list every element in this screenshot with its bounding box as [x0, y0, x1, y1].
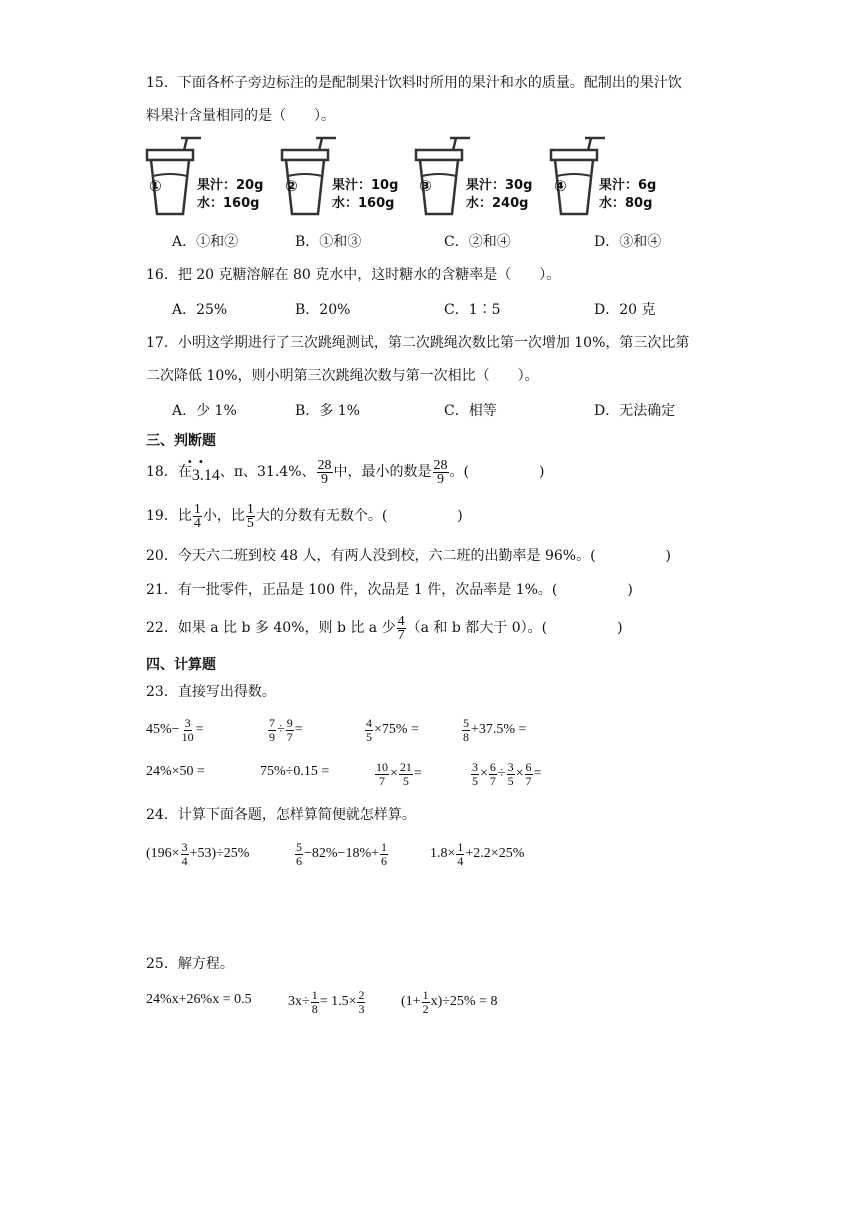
cup-number: ③ — [419, 177, 432, 195]
q23-expr-7[interactable]: $\frac{10}{7}$ × $\frac{21}{5}$ = — [376, 759, 422, 788]
cup-number: ① — [149, 177, 162, 195]
q22 — [146, 610, 623, 646]
q23-expr-3[interactable]: $\frac{4}{5}$ ×75% = — [366, 715, 419, 744]
q17-option-c[interactable]: C．相等 — [444, 403, 497, 419]
q22-pre: 22．如果 a 比 b 多 40%，则 b 比 a 少 — [146, 620, 396, 636]
fraction: $\frac{4}{7}$ — [397, 613, 405, 643]
fraction: $\frac{1}{4}$ — [193, 501, 201, 531]
q17-option-d[interactable]: D．无法确定 — [594, 403, 676, 419]
q23-expr-4[interactable]: $\frac{5}{8}$ +37.5% = — [463, 715, 527, 744]
q17-option-b[interactable]: B．多 1% — [295, 403, 360, 419]
repeat-dots: · · — [187, 452, 204, 471]
q24-expr-2[interactable]: $\frac{5}{6}$ −82%−18%+ $\frac{1}{6}$ — [296, 839, 388, 868]
q25-equation-2[interactable]: 3x÷ $\frac{1}{8}$ = 1.5× $\frac{2}{3}$ — [288, 987, 365, 1016]
q25-title: 25．解方程。 — [146, 956, 234, 972]
q15-line2: 料果汁含量相同的是（ ）。 — [146, 108, 335, 124]
cup-juice: 果汁：30g — [466, 178, 533, 193]
section-title-judgment: 三、判断题 — [146, 433, 216, 449]
q22-answer-blank[interactable]: （a 和 b 都大于 0）。( ) — [406, 620, 623, 636]
fraction: $\frac{28}{9}$ — [433, 457, 448, 487]
q23-expr-5[interactable]: 24%×50 = — [146, 764, 205, 779]
q19-mid: 小，比 — [202, 508, 245, 524]
q23-expr-8[interactable]: $\frac{3}{5}$ × $\frac{6}{7}$ ÷ $\frac{3}{5}$ × $\frac{6}{7}$ = — [472, 759, 542, 788]
cup-water: 水：80g — [599, 196, 653, 211]
cup-juice: 果汁：6g — [599, 178, 657, 193]
fraction: $\frac{28}{9}$ — [317, 457, 332, 487]
q18-mid: 、π、31.4%、 — [219, 464, 316, 480]
cup-water: 水：240g — [466, 196, 529, 211]
cup-juice: 果汁：10g — [332, 178, 399, 193]
q16-option-a[interactable]: A．25% — [172, 302, 228, 318]
q23-expr-6[interactable]: 75%÷0.15 = — [260, 764, 330, 779]
q23-expr-2[interactable]: $\frac{7}{9}$ ÷ $\frac{9}{7}$ = — [269, 715, 303, 744]
q19 — [146, 498, 463, 534]
q15-option-c[interactable]: C．②和④ — [444, 234, 511, 250]
fraction: $\frac{1}{5}$ — [246, 501, 254, 531]
cup-number: ④ — [554, 177, 567, 195]
q25-equation-3[interactable]: (1+ $\frac{1}{2}$ x)÷25% = 8 — [401, 987, 498, 1016]
q19-answer-blank[interactable]: 大的分数有无数个。( ) — [255, 508, 463, 524]
q20: 20．今天六二班到校 48 人，有两人没到校，六二班的出勤率是 96%。( ) — [146, 548, 672, 564]
q15-line1: 15．下面各杯子旁边标注的是配制果汁饮料时所用的果汁和水的质量。配制出的果汁饮 — [146, 75, 682, 91]
q21: 21．有一批零件，正品是 100 件，次品是 1 件，次品率是 1%。( ) — [146, 582, 633, 598]
q23-expr-1[interactable]: 45%− $\frac{3}{10}$ = — [146, 715, 204, 744]
q16-text: 16．把 20 克糖溶解在 80 克水中，这时糖水的含糖率是（ ）。 — [146, 267, 561, 283]
q17-option-a[interactable]: A．少 1% — [172, 403, 237, 419]
q18-repeating-decimal: 3.14 — [191, 467, 220, 484]
cup-juice: 果汁：20g — [197, 178, 264, 193]
q18-pre: 18．在 — [146, 464, 192, 480]
cup-water: 水：160g — [332, 196, 395, 211]
q16-option-b[interactable]: B．20% — [295, 302, 351, 318]
q24-title: 24．计算下面各题，怎样算简便就怎样算。 — [146, 807, 416, 823]
q18-mid2: 中，最小的数是 — [333, 464, 432, 480]
q15-option-d[interactable]: D．③和④ — [594, 234, 662, 250]
q23-title: 23．直接写出得数。 — [146, 684, 276, 700]
q18-answer-blank[interactable]: 。( ) — [449, 464, 545, 480]
q16-option-c[interactable]: C．1∶5 — [444, 302, 501, 318]
q18 — [146, 454, 544, 490]
q15-option-b[interactable]: B．①和③ — [295, 234, 362, 250]
section-title-calculation: 四、计算题 — [146, 657, 216, 673]
q19-pre: 19．比 — [146, 508, 192, 524]
cup-water: 水：160g — [197, 196, 260, 211]
q24-expr-1[interactable]: (196× $\frac{3}{4}$ +53)÷25% — [146, 839, 250, 868]
q25-equation-1[interactable]: 24%x+26%x = 0.5 — [146, 992, 252, 1007]
cup-number: ② — [285, 177, 298, 195]
q17-line1: 17．小明这学期进行了三次跳绳测试，第二次跳绳次数比第一次增加 10%，第三次比第 — [146, 335, 690, 351]
q17-line2: 二次降低 10%，则小明第三次跳绳次数与第一次相比（ ）。 — [146, 368, 539, 384]
q15-option-a[interactable]: A．①和② — [172, 234, 239, 250]
q16-option-d[interactable]: D．20 克 — [594, 302, 656, 318]
q24-expr-3[interactable]: 1.8× $\frac{1}{4}$ +2.2×25% — [430, 839, 525, 868]
